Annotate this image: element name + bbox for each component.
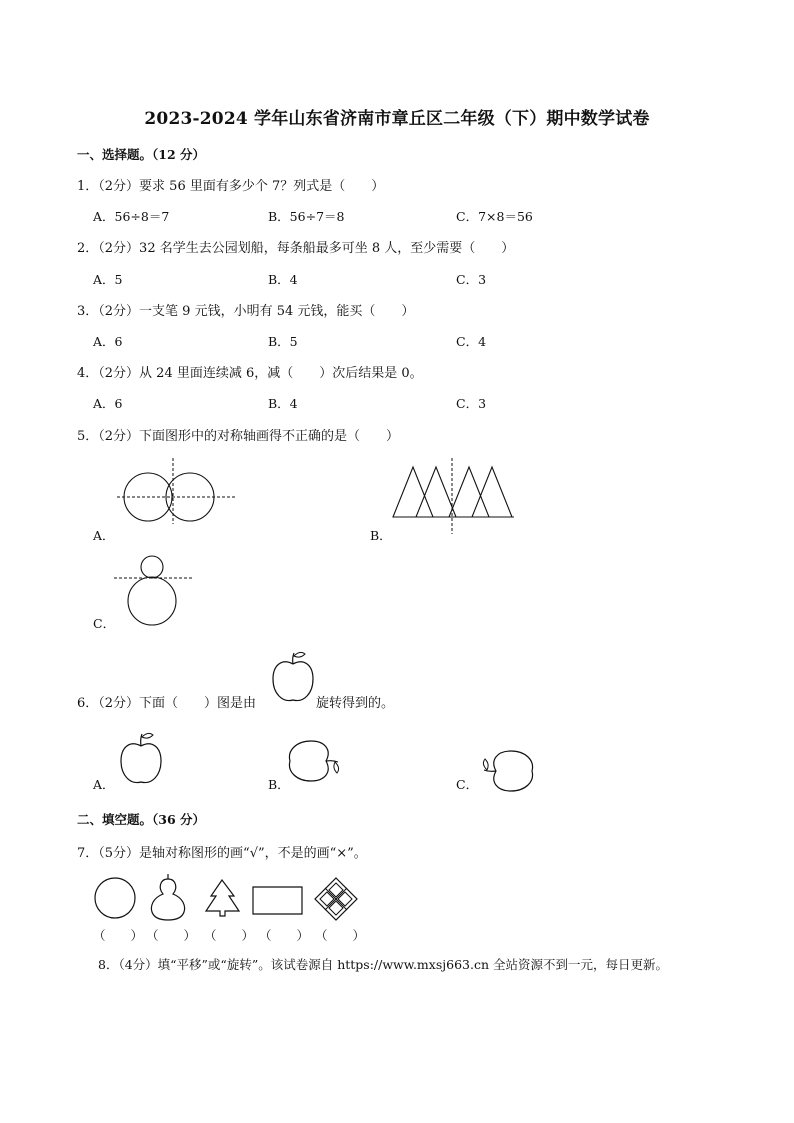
section-heading-fill: 二、填空题。（36 分）	[77, 812, 205, 827]
figure-overlapping-circles	[115, 456, 240, 526]
question-6-stem-after: 旋转得到的。	[316, 696, 395, 711]
question-1-option-b: B．56÷7＝8	[268, 209, 345, 224]
question-5-option-a: A．	[93, 528, 115, 543]
question-8-stem: 8．（4分）填“平移”或“旋转”。该试卷源自 https://www.mxsj663.cn 全站资源不到一元，每日更新。	[98, 957, 668, 972]
apple-rotated-right-icon	[290, 738, 352, 788]
question-2-option-c: C．3	[456, 272, 487, 287]
figure-tree	[203, 878, 243, 920]
question-3-option-c: C．4	[456, 334, 487, 349]
page-title: 2023-2024 学年山东省济南市章丘区二年级（下）期中数学试卷	[144, 109, 650, 129]
question-1-option-a: A．56÷8＝7	[93, 209, 170, 224]
question-2-option-a: A．5	[93, 272, 123, 287]
question-7-blank-5[interactable]: （ ）	[315, 928, 366, 943]
question-6-option-c: C．	[456, 777, 479, 792]
figure-circle	[92, 876, 140, 922]
question-5-option-b: B．	[370, 528, 392, 543]
apple-icon	[270, 650, 316, 706]
question-2-option-b: B．4	[268, 272, 298, 287]
question-6-option-b: B．	[268, 777, 290, 792]
question-2-stem: 2．（2分）32 名学生去公园划船，每条船最多可坐 8 人，至少需要（ ）	[77, 241, 515, 256]
question-4-stem: 4．（2分）从 24 里面连续减 6，减（ ）次后结果是 0。	[77, 366, 423, 381]
apple-rotated-left-icon	[480, 738, 542, 788]
question-7-blank-4[interactable]: （ ）	[259, 928, 310, 943]
section-heading-choice: 一、选择题。（12 分）	[77, 147, 205, 162]
question-1-option-c: C．7×8＝56	[456, 209, 533, 224]
question-3-stem: 3．（2分）一支笔 9 元钱，小明有 54 元钱，能买（ ）	[77, 304, 415, 319]
question-6-option-a: A．	[93, 777, 115, 792]
question-5-stem: 5．（2分）下面图形中的对称轴画得不正确的是（ ）	[77, 429, 400, 444]
question-3-option-a: A．6	[93, 334, 123, 349]
question-7-blank-3[interactable]: （ ）	[204, 928, 255, 943]
figure-rectangle	[251, 884, 305, 918]
question-7-blank-1[interactable]: （ ）	[93, 928, 144, 943]
question-5-option-c: C．	[93, 616, 116, 631]
apple-upright-icon	[118, 730, 164, 788]
question-3-option-b: B．5	[268, 334, 298, 349]
question-6-stem-before: 6．（2分）下面（ ）图是由	[77, 696, 257, 711]
question-1-stem: 1．（2分）要求 56 里面有多少个 7？列式是（ ）	[77, 179, 385, 194]
question-4-option-c: C．3	[456, 396, 487, 411]
question-7-stem: 7．（5分）是轴对称图形的画“√”，不是的画“×”。	[77, 846, 367, 861]
figure-gourd	[147, 870, 191, 922]
question-4-option-a: A．6	[93, 396, 123, 411]
figure-snowman	[112, 552, 202, 632]
question-7-blank-2[interactable]: （ ）	[146, 928, 197, 943]
question-4-option-b: B．4	[268, 396, 298, 411]
figure-diamond-pattern	[313, 876, 361, 924]
figure-triangle-row	[390, 456, 520, 536]
